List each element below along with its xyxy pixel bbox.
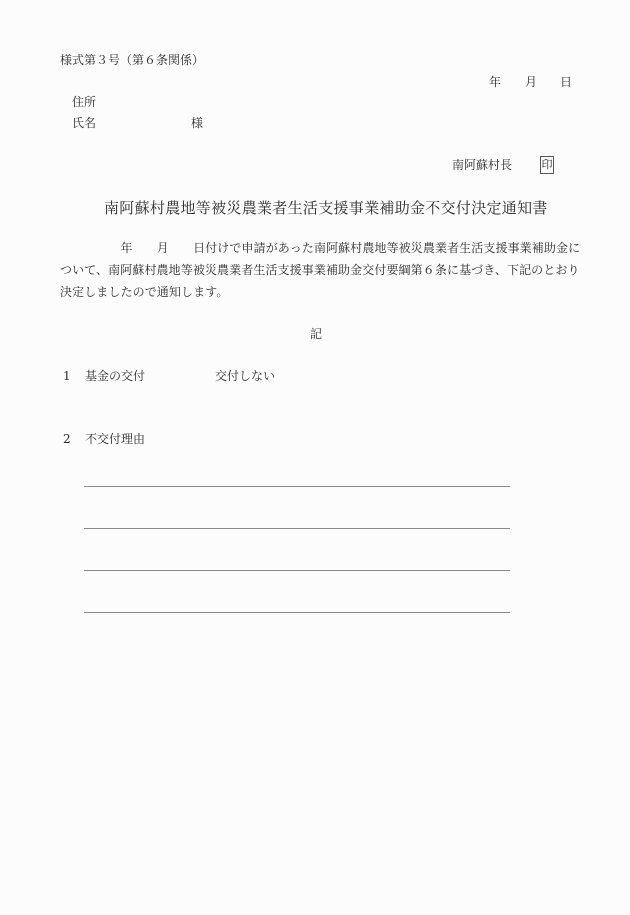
body-paragraph [60, 237, 581, 303]
reason-blank-line[interactable] [84, 486, 510, 487]
body-line: ついて、南阿蘇村農地等被災農業者生活支援事業補助金交付要綱第６条に基づき、下記のとおり [60, 263, 580, 277]
name-label: 氏名 [72, 116, 97, 130]
reason-blank-line[interactable] [84, 570, 510, 571]
reason-blank-line[interactable] [84, 528, 510, 529]
item-value: 交付しない [215, 369, 276, 383]
issuer-title: 南阿蘇村長 [452, 158, 513, 172]
seal-stamp-icon: 印 [540, 156, 554, 174]
document-title: 南阿蘇村農地等被災農業者生活支援事業補助金不交付決定通知書 [104, 199, 548, 217]
form-number: 様式第３号（第６条関係） [60, 53, 205, 67]
date-day-label: 日 [560, 75, 573, 89]
date-month-label: 月 [525, 75, 538, 89]
body-line: 決定しましたので通知します。 [60, 285, 229, 299]
date-year-label: 年 [489, 75, 502, 89]
address-label: 住所 [72, 95, 97, 109]
item-number: 2 [63, 432, 71, 446]
reason-blank-line[interactable] [84, 612, 510, 613]
body-line: 年 月 日付けで申請があった南阿蘇村農地等被災農業者生活支援事業補助金に [60, 241, 581, 255]
item-number: 1 [63, 369, 71, 383]
item-label: 基金の交付 [85, 369, 146, 383]
notation-ki: 記 [310, 327, 323, 341]
item-label: 不交付理由 [85, 432, 146, 446]
honorific: 様 [191, 116, 204, 130]
